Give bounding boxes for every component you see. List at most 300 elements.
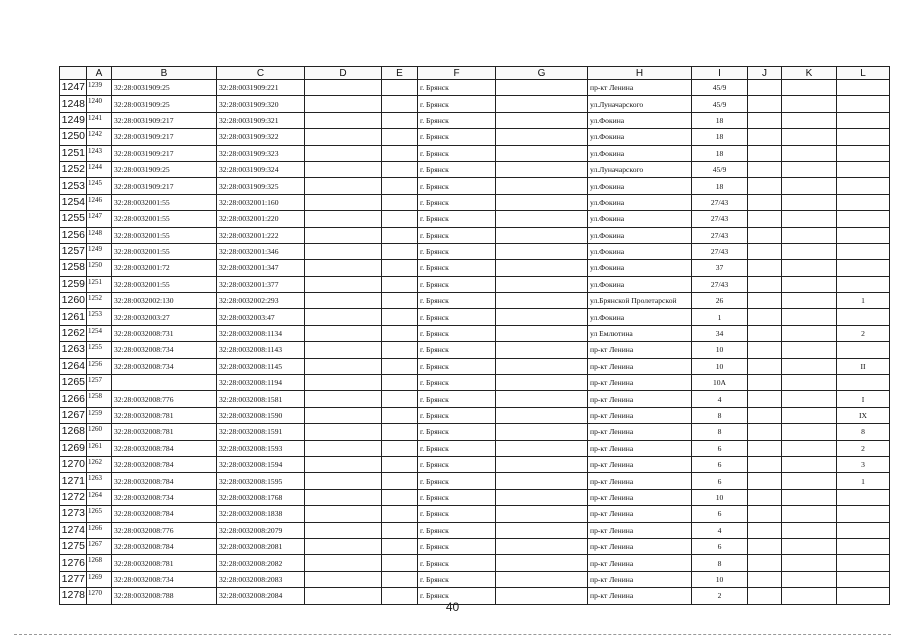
column-header[interactable]: F (418, 67, 496, 80)
cell-a[interactable]: 1268 (87, 555, 112, 571)
cell-h[interactable]: пр-кт Ленина (588, 391, 692, 407)
cell-j[interactable] (748, 309, 782, 325)
column-header[interactable]: H (588, 67, 692, 80)
cell-g[interactable] (496, 375, 588, 391)
cell-d[interactable] (305, 342, 382, 358)
cell-i[interactable]: 10А (692, 375, 748, 391)
cell-g[interactable] (496, 129, 588, 145)
cell-f[interactable]: г. Брянск (418, 194, 496, 210)
cell-f[interactable]: г. Брянск (418, 358, 496, 374)
cell-i[interactable]: 10 (692, 489, 748, 505)
cell-j[interactable] (748, 145, 782, 161)
cell-g[interactable] (496, 80, 588, 96)
cell-c[interactable]: 32:28:0032008:1143 (217, 342, 305, 358)
cell-h[interactable]: пр-кт Ленина (588, 407, 692, 423)
cell-k[interactable] (782, 211, 837, 227)
cell-g[interactable] (496, 145, 588, 161)
cell-j[interactable] (748, 407, 782, 423)
cell-i[interactable]: 18 (692, 129, 748, 145)
cell-i[interactable]: 27/43 (692, 276, 748, 292)
cell-h[interactable]: пр-кт Ленина (588, 489, 692, 505)
cell-j[interactable] (748, 571, 782, 587)
cell-k[interactable] (782, 80, 837, 96)
cell-g[interactable] (496, 325, 588, 341)
cell-h[interactable]: ул.Фокина (588, 211, 692, 227)
cell-d[interactable] (305, 489, 382, 505)
cell-e[interactable] (382, 407, 418, 423)
cell-f[interactable]: г. Брянск (418, 96, 496, 112)
cell-j[interactable] (748, 555, 782, 571)
cell-l[interactable] (837, 194, 890, 210)
cell-j[interactable] (748, 96, 782, 112)
cell-e[interactable] (382, 194, 418, 210)
cell-h[interactable]: ул.Фокина (588, 276, 692, 292)
cell-k[interactable] (782, 194, 837, 210)
cell-j[interactable] (748, 260, 782, 276)
cell-c[interactable]: 32:28:0031909:221 (217, 80, 305, 96)
cell-e[interactable] (382, 211, 418, 227)
cell-f[interactable]: г. Брянск (418, 473, 496, 489)
cell-f[interactable]: г. Брянск (418, 588, 496, 604)
cell-j[interactable] (748, 276, 782, 292)
cell-i[interactable]: 27/43 (692, 211, 748, 227)
cell-a[interactable]: 1245 (87, 178, 112, 194)
cell-a[interactable]: 1261 (87, 440, 112, 456)
cell-k[interactable] (782, 342, 837, 358)
cell-l[interactable] (837, 571, 890, 587)
cell-j[interactable] (748, 243, 782, 259)
cell-g[interactable] (496, 194, 588, 210)
cell-b[interactable]: 32:28:0032008:784 (112, 456, 217, 472)
cell-f[interactable]: г. Брянск (418, 538, 496, 554)
column-header[interactable]: L (837, 67, 890, 80)
cell-c[interactable]: 32:28:0032001:377 (217, 276, 305, 292)
cell-j[interactable] (748, 80, 782, 96)
cell-l[interactable] (837, 112, 890, 128)
cell-g[interactable] (496, 112, 588, 128)
cell-b[interactable]: 32:28:0032008:734 (112, 489, 217, 505)
cell-c[interactable]: 32:28:0032008:1581 (217, 391, 305, 407)
cell-c[interactable]: 32:28:0031909:325 (217, 178, 305, 194)
cell-c[interactable]: 32:28:0031909:322 (217, 129, 305, 145)
cell-c[interactable]: 32:28:0031909:321 (217, 112, 305, 128)
cell-f[interactable]: г. Брянск (418, 571, 496, 587)
cell-c[interactable]: 32:28:0032008:1134 (217, 325, 305, 341)
cell-b[interactable]: 32:28:0032008:776 (112, 522, 217, 538)
cell-i[interactable]: 45/9 (692, 96, 748, 112)
cell-h[interactable]: пр-кт Ленина (588, 522, 692, 538)
cell-f[interactable]: г. Брянск (418, 391, 496, 407)
cell-b[interactable]: 32:28:0032001:55 (112, 211, 217, 227)
row-number[interactable]: 1273 (60, 506, 87, 522)
cell-j[interactable] (748, 178, 782, 194)
cell-i[interactable]: 45/9 (692, 161, 748, 177)
cell-k[interactable] (782, 456, 837, 472)
cell-h[interactable]: ул.Фокина (588, 227, 692, 243)
cell-b[interactable]: 32:28:0031909:217 (112, 145, 217, 161)
cell-l[interactable] (837, 80, 890, 96)
cell-a[interactable]: 1241 (87, 112, 112, 128)
cell-d[interactable] (305, 555, 382, 571)
row-number[interactable]: 1266 (60, 391, 87, 407)
cell-h[interactable]: ул.Фокина (588, 260, 692, 276)
cell-f[interactable]: г. Брянск (418, 178, 496, 194)
cell-k[interactable] (782, 375, 837, 391)
cell-a[interactable]: 1258 (87, 391, 112, 407)
cell-f[interactable]: г. Брянск (418, 424, 496, 440)
cell-k[interactable] (782, 276, 837, 292)
cell-h[interactable]: пр-кт Ленина (588, 80, 692, 96)
cell-d[interactable] (305, 129, 382, 145)
cell-b[interactable]: 32:28:0032003:27 (112, 309, 217, 325)
cell-f[interactable]: г. Брянск (418, 522, 496, 538)
cell-a[interactable]: 1260 (87, 424, 112, 440)
cell-l[interactable] (837, 161, 890, 177)
cell-h[interactable]: ул.Фокина (588, 309, 692, 325)
cell-b[interactable]: 32:28:0031909:217 (112, 112, 217, 128)
cell-c[interactable]: 32:28:0032001:222 (217, 227, 305, 243)
cell-e[interactable] (382, 473, 418, 489)
cell-l[interactable] (837, 276, 890, 292)
cell-d[interactable] (305, 424, 382, 440)
cell-h[interactable]: пр-кт Ленина (588, 555, 692, 571)
cell-e[interactable] (382, 342, 418, 358)
row-number[interactable]: 1276 (60, 555, 87, 571)
cell-j[interactable] (748, 342, 782, 358)
cell-k[interactable] (782, 571, 837, 587)
cell-a[interactable]: 1252 (87, 293, 112, 309)
cell-d[interactable] (305, 194, 382, 210)
cell-l[interactable] (837, 227, 890, 243)
cell-d[interactable] (305, 96, 382, 112)
cell-h[interactable]: пр-кт Ленина (588, 538, 692, 554)
cell-l[interactable] (837, 211, 890, 227)
cell-i[interactable]: 6 (692, 440, 748, 456)
cell-a[interactable]: 1265 (87, 506, 112, 522)
column-header[interactable]: J (748, 67, 782, 80)
cell-k[interactable] (782, 522, 837, 538)
cell-j[interactable] (748, 211, 782, 227)
cell-h[interactable]: пр-кт Ленина (588, 375, 692, 391)
cell-g[interactable] (496, 391, 588, 407)
cell-j[interactable] (748, 358, 782, 374)
column-header[interactable]: C (217, 67, 305, 80)
cell-i[interactable]: 26 (692, 293, 748, 309)
cell-h[interactable]: пр-кт Ленина (588, 342, 692, 358)
cell-c[interactable]: 32:28:0031909:320 (217, 96, 305, 112)
row-number[interactable]: 1258 (60, 260, 87, 276)
cell-i[interactable]: 45/9 (692, 80, 748, 96)
cell-c[interactable]: 32:28:0032008:1145 (217, 358, 305, 374)
column-header[interactable]: E (382, 67, 418, 80)
cell-d[interactable] (305, 506, 382, 522)
cell-k[interactable] (782, 293, 837, 309)
column-header[interactable]: K (782, 67, 837, 80)
cell-h[interactable]: пр-кт Ленина (588, 440, 692, 456)
row-number[interactable]: 1261 (60, 309, 87, 325)
cell-a[interactable]: 1240 (87, 96, 112, 112)
cell-h[interactable]: пр-кт Ленина (588, 473, 692, 489)
cell-i[interactable]: 18 (692, 178, 748, 194)
cell-d[interactable] (305, 358, 382, 374)
cell-g[interactable] (496, 342, 588, 358)
cell-a[interactable]: 1255 (87, 342, 112, 358)
cell-k[interactable] (782, 243, 837, 259)
cell-d[interactable] (305, 178, 382, 194)
cell-k[interactable] (782, 555, 837, 571)
cell-b[interactable]: 32:28:0032001:55 (112, 227, 217, 243)
cell-b[interactable]: 32:28:0032001:55 (112, 276, 217, 292)
row-number[interactable]: 1257 (60, 243, 87, 259)
cell-b[interactable]: 32:28:0032008:781 (112, 424, 217, 440)
cell-e[interactable] (382, 227, 418, 243)
cell-b[interactable]: 32:28:0031909:25 (112, 96, 217, 112)
cell-l[interactable] (837, 96, 890, 112)
cell-i[interactable]: 10 (692, 342, 748, 358)
cell-d[interactable] (305, 227, 382, 243)
row-number[interactable]: 1250 (60, 129, 87, 145)
cell-b[interactable]: 32:28:0032001:55 (112, 194, 217, 210)
cell-g[interactable] (496, 161, 588, 177)
row-number[interactable]: 1260 (60, 293, 87, 309)
cell-b[interactable]: 32:28:0032001:72 (112, 260, 217, 276)
cell-f[interactable]: г. Брянск (418, 227, 496, 243)
cell-a[interactable]: 1242 (87, 129, 112, 145)
cell-a[interactable]: 1248 (87, 227, 112, 243)
cell-g[interactable] (496, 506, 588, 522)
cell-d[interactable] (305, 456, 382, 472)
cell-l[interactable] (837, 309, 890, 325)
cell-b[interactable]: 32:28:0032008:781 (112, 407, 217, 423)
cell-g[interactable] (496, 473, 588, 489)
cell-e[interactable] (382, 571, 418, 587)
cell-j[interactable] (748, 522, 782, 538)
cell-a[interactable]: 1250 (87, 260, 112, 276)
row-number[interactable]: 1267 (60, 407, 87, 423)
row-number[interactable]: 1247 (60, 80, 87, 96)
cell-d[interactable] (305, 112, 382, 128)
cell-h[interactable]: ул.Фокина (588, 145, 692, 161)
cell-b[interactable]: 32:28:0032008:784 (112, 473, 217, 489)
cell-d[interactable] (305, 522, 382, 538)
cell-i[interactable]: 18 (692, 145, 748, 161)
cell-e[interactable] (382, 555, 418, 571)
cell-g[interactable] (496, 555, 588, 571)
cell-a[interactable]: 1246 (87, 194, 112, 210)
cell-e[interactable] (382, 112, 418, 128)
cell-k[interactable] (782, 358, 837, 374)
cell-g[interactable] (496, 260, 588, 276)
cell-d[interactable] (305, 243, 382, 259)
cell-e[interactable] (382, 456, 418, 472)
cell-g[interactable] (496, 293, 588, 309)
cell-f[interactable]: г. Брянск (418, 489, 496, 505)
cell-c[interactable]: 32:28:0032008:1194 (217, 375, 305, 391)
cell-h[interactable]: ул.Луначарского (588, 96, 692, 112)
cell-a[interactable]: 1266 (87, 522, 112, 538)
cell-h[interactable]: ул.Фокина (588, 112, 692, 128)
cell-e[interactable] (382, 325, 418, 341)
cell-b[interactable]: 32:28:0032008:731 (112, 325, 217, 341)
cell-j[interactable] (748, 375, 782, 391)
cell-k[interactable] (782, 112, 837, 128)
cell-i[interactable]: 18 (692, 112, 748, 128)
cell-e[interactable] (382, 538, 418, 554)
row-number[interactable]: 1275 (60, 538, 87, 554)
row-number[interactable]: 1271 (60, 473, 87, 489)
cell-i[interactable]: 8 (692, 407, 748, 423)
cell-l[interactable]: 1 (837, 293, 890, 309)
cell-c[interactable]: 32:28:0032008:1838 (217, 506, 305, 522)
cell-j[interactable] (748, 440, 782, 456)
cell-g[interactable] (496, 424, 588, 440)
cell-f[interactable]: г. Брянск (418, 456, 496, 472)
cell-a[interactable]: 1259 (87, 407, 112, 423)
cell-c[interactable]: 32:28:0032001:220 (217, 211, 305, 227)
cell-d[interactable] (305, 293, 382, 309)
cell-i[interactable]: 10 (692, 358, 748, 374)
cell-i[interactable]: 4 (692, 391, 748, 407)
cell-a[interactable]: 1253 (87, 309, 112, 325)
cell-j[interactable] (748, 227, 782, 243)
cell-l[interactable] (837, 506, 890, 522)
cell-i[interactable]: 27/43 (692, 227, 748, 243)
cell-h[interactable]: пр-кт Ленина (588, 456, 692, 472)
cell-c[interactable]: 32:28:0032001:346 (217, 243, 305, 259)
cell-l[interactable] (837, 522, 890, 538)
cell-j[interactable] (748, 325, 782, 341)
cell-h[interactable]: ул.Брянской Пролетарской (588, 293, 692, 309)
cell-g[interactable] (496, 456, 588, 472)
cell-k[interactable] (782, 391, 837, 407)
cell-c[interactable]: 32:28:0031909:324 (217, 161, 305, 177)
row-number[interactable]: 1251 (60, 145, 87, 161)
cell-f[interactable]: г. Брянск (418, 112, 496, 128)
row-number[interactable]: 1255 (60, 211, 87, 227)
cell-d[interactable] (305, 260, 382, 276)
cell-g[interactable] (496, 227, 588, 243)
cell-c[interactable]: 32:28:0032008:1591 (217, 424, 305, 440)
cell-f[interactable]: г. Брянск (418, 80, 496, 96)
cell-d[interactable] (305, 325, 382, 341)
cell-f[interactable]: г. Брянск (418, 506, 496, 522)
cell-d[interactable] (305, 375, 382, 391)
cell-i[interactable]: 27/43 (692, 243, 748, 259)
row-number[interactable]: 1262 (60, 325, 87, 341)
cell-f[interactable]: г. Брянск (418, 342, 496, 358)
cell-f[interactable]: г. Брянск (418, 309, 496, 325)
cell-j[interactable] (748, 391, 782, 407)
cell-c[interactable]: 32:28:0032008:2084 (217, 588, 305, 604)
cell-d[interactable] (305, 80, 382, 96)
row-number[interactable]: 1248 (60, 96, 87, 112)
cell-e[interactable] (382, 260, 418, 276)
cell-b[interactable]: 32:28:0032008:784 (112, 440, 217, 456)
cell-j[interactable] (748, 129, 782, 145)
cell-l[interactable] (837, 375, 890, 391)
cell-g[interactable] (496, 358, 588, 374)
cell-i[interactable]: 10 (692, 571, 748, 587)
cell-d[interactable] (305, 571, 382, 587)
cell-b[interactable]: 32:28:0031909:217 (112, 129, 217, 145)
cell-g[interactable] (496, 243, 588, 259)
cell-a[interactable]: 1243 (87, 145, 112, 161)
cell-e[interactable] (382, 276, 418, 292)
cell-k[interactable] (782, 161, 837, 177)
cell-f[interactable]: г. Брянск (418, 407, 496, 423)
cell-h[interactable]: пр-кт Ленина (588, 424, 692, 440)
cell-f[interactable]: г. Брянск (418, 440, 496, 456)
cell-b[interactable]: 32:28:0031909:25 (112, 161, 217, 177)
cell-a[interactable]: 1249 (87, 243, 112, 259)
cell-l[interactable]: I (837, 391, 890, 407)
cell-k[interactable] (782, 309, 837, 325)
cell-c[interactable]: 32:28:0032008:2083 (217, 571, 305, 587)
cell-h[interactable]: пр-кт Ленина (588, 588, 692, 604)
cell-j[interactable] (748, 506, 782, 522)
cell-c[interactable]: 32:28:0032008:1594 (217, 456, 305, 472)
cell-a[interactable]: 1257 (87, 375, 112, 391)
cell-f[interactable]: г. Брянск (418, 243, 496, 259)
cell-k[interactable] (782, 473, 837, 489)
cell-c[interactable]: 32:28:0032002:293 (217, 293, 305, 309)
cell-c[interactable]: 32:28:0032008:1590 (217, 407, 305, 423)
cell-l[interactable] (837, 260, 890, 276)
cell-i[interactable]: 8 (692, 555, 748, 571)
cell-e[interactable] (382, 129, 418, 145)
row-number[interactable]: 1254 (60, 194, 87, 210)
cell-j[interactable] (748, 538, 782, 554)
row-number[interactable]: 1265 (60, 375, 87, 391)
cell-l[interactable] (837, 555, 890, 571)
cell-g[interactable] (496, 309, 588, 325)
cell-k[interactable] (782, 489, 837, 505)
column-header[interactable]: I (692, 67, 748, 80)
cell-k[interactable] (782, 506, 837, 522)
cell-i[interactable]: 37 (692, 260, 748, 276)
cell-f[interactable]: г. Брянск (418, 129, 496, 145)
cell-i[interactable]: 8 (692, 424, 748, 440)
cell-i[interactable]: 4 (692, 522, 748, 538)
cell-k[interactable] (782, 407, 837, 423)
column-header[interactable]: G (496, 67, 588, 80)
cell-a[interactable]: 1269 (87, 571, 112, 587)
cell-d[interactable] (305, 309, 382, 325)
cell-j[interactable] (748, 456, 782, 472)
row-number[interactable]: 1264 (60, 358, 87, 374)
cell-e[interactable] (382, 489, 418, 505)
cell-l[interactable]: 3 (837, 456, 890, 472)
cell-l[interactable]: 2 (837, 325, 890, 341)
cell-k[interactable] (782, 538, 837, 554)
row-number[interactable]: 1256 (60, 227, 87, 243)
cell-e[interactable] (382, 243, 418, 259)
cell-b[interactable]: 32:28:0032002:130 (112, 293, 217, 309)
cell-l[interactable]: IX (837, 407, 890, 423)
cell-e[interactable] (382, 358, 418, 374)
cell-l[interactable] (837, 129, 890, 145)
cell-c[interactable]: 32:28:0031909:323 (217, 145, 305, 161)
cell-b[interactable]: 32:28:0032008:734 (112, 358, 217, 374)
cell-a[interactable]: 1264 (87, 489, 112, 505)
cell-b[interactable]: 32:28:0032008:784 (112, 538, 217, 554)
cell-b[interactable]: 32:28:0032008:784 (112, 506, 217, 522)
cell-g[interactable] (496, 178, 588, 194)
cell-c[interactable]: 32:28:0032003:47 (217, 309, 305, 325)
cell-d[interactable] (305, 211, 382, 227)
cell-f[interactable]: г. Брянск (418, 555, 496, 571)
cell-i[interactable]: 34 (692, 325, 748, 341)
